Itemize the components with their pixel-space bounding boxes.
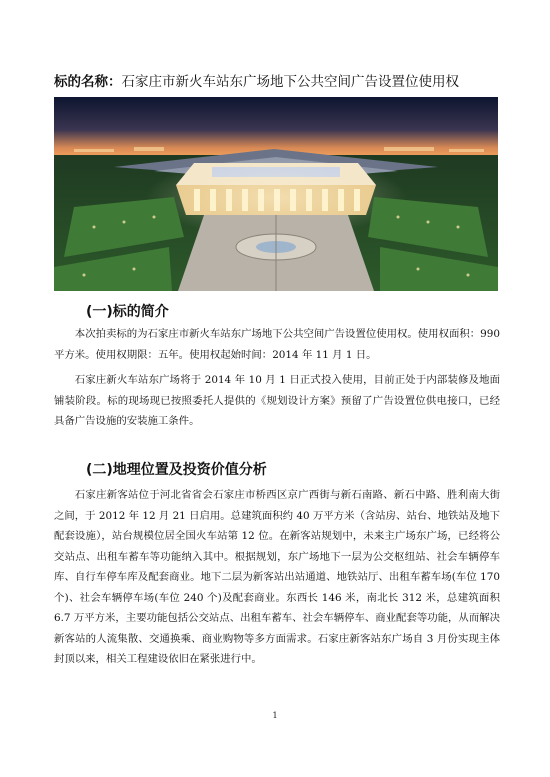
section-1-paragraph-2: 石家庄新火车站东广场将于 2014 年 10 月 1 日正式投入使用，目前正处于内部装修及地面铺装阶段。标的现场现已按照委托人提供的《规划设计方案》预留了广告设置位供电接口，已经具备广告设施的安装施工条件。 xyxy=(54,374,500,427)
title-label: 标的名称： xyxy=(54,74,122,90)
title-value: 石家庄市新火车站东广场地下公共空间广告设置位使用权 xyxy=(121,74,459,90)
section-1-heading: (一)标的简介 xyxy=(86,304,169,320)
station-rendering-image xyxy=(54,97,498,291)
document-title xyxy=(54,73,504,91)
section-1-paragraph-1: 本次拍卖标的为石家庄市新火车站东广场地下公共空间广告设置位使用权。使用权面积：990 平方米。使用权期限：五年。使用权起始时间：2014 年 11 月 1 日。 xyxy=(54,328,500,361)
section-2-heading: (二)地理位置及投资价值分析 xyxy=(86,462,267,478)
section-2-paragraph-1: 石家庄新客站位于河北省省会石家庄市桥西区京广西街与新石南路、新石中路、胜利南大街之间，于 2012 年 12 月 21 日启用。总建筑面积约 40 万平方米（含站房、站台、地铁站及地下配套设施），站台规模位居全国火车站第 12 位。在新客站规划中，未来主广场东广场，已经将公交站点、出租车蓄车等功能纳入其中。根据规划，东广场地下一层为公交枢纽站、社会车辆停车库、自行车停车库及配套商业。地下二层为新客站出站通道、地铁站厅、出租车蓄车场(车位 170 个)、社会车辆停车场(车位 240 个)及配套商业。东西长 146 米，南北长 312 米，总建筑面积 6.7 万平方米，主要功能包括公交站点、出租车蓄车、社会车辆停车、商业配套等功能，从而解决新客站的人流集散、交通换乘、商业购物等多方面需求。石家庄新客站东广场自 3 月份实现主体封顶以来，相关工程建设依旧在紧张进行中。 xyxy=(54,489,500,665)
page-number: 1 xyxy=(272,711,278,720)
